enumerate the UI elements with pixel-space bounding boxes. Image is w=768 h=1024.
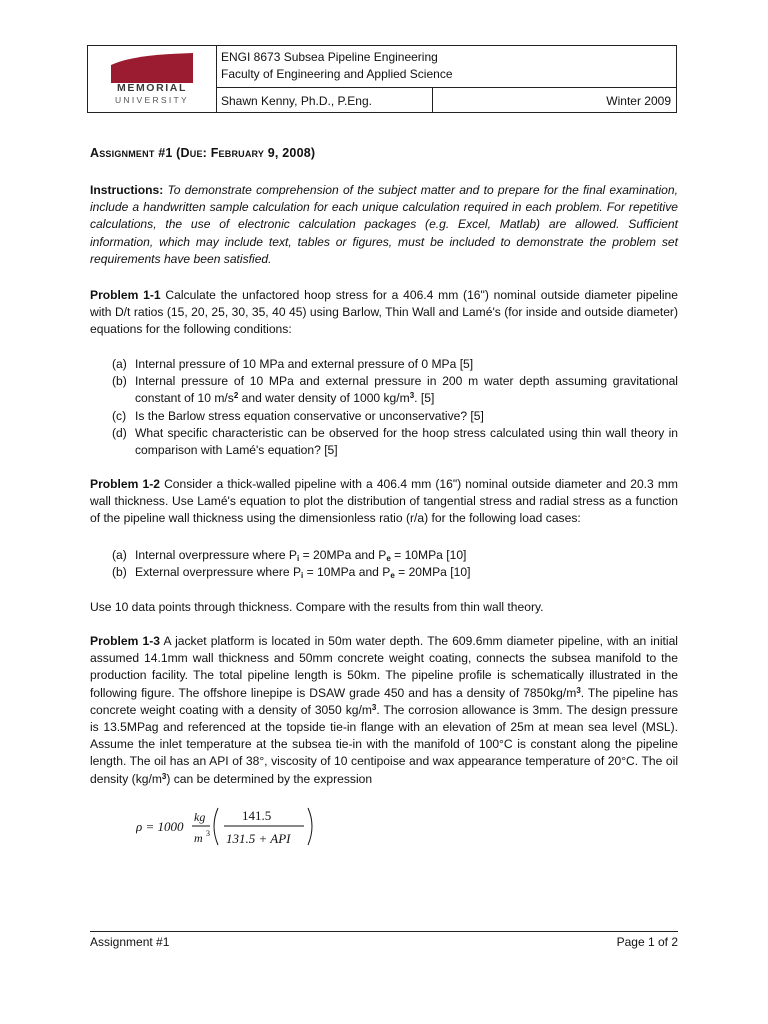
list-item [112, 425, 678, 459]
list-item [112, 564, 678, 581]
problem-1-2-label: Problem 1-2 [90, 477, 160, 491]
header-table [87, 45, 677, 113]
list-marker: (d) [112, 425, 127, 440]
instructions-paragraph [90, 182, 678, 268]
instructions-text: To demonstrate comprehension of the subject matter and to prepare for the final examination, include a handwritten sample calculation for each unique calculation required in each problem. For repetitive calculations, the use of electronic calculation packages (e.g. Excel, Matlab) are allowed. Sufficient information, which may include text, tables or figures, must be included to demonstrate the problem set requirements have been satisfied. [90, 183, 678, 266]
problem-1-2-list [112, 547, 678, 581]
problem-1-3-paragraph [90, 633, 678, 788]
university-logo [88, 46, 217, 112]
equation-numerator: 141.5 [242, 808, 272, 823]
list-marker: (c) [112, 408, 127, 423]
problem-1-1-paragraph [90, 287, 678, 339]
equation-unit-denominator: m [194, 831, 203, 845]
logo-text-memorial: MEMORIAL [117, 82, 187, 94]
list-marker: (a) [112, 548, 127, 562]
list-item-text: Is the Barlow stress equation conservative or unconservative? [5] [135, 408, 484, 423]
list-item [112, 373, 678, 407]
list-item-text: External overpressure where $P_i = 10MPa$ and $P_e = 20MPa$ [10] [135, 565, 471, 581]
logo-banner-icon [111, 53, 193, 83]
header-row-2 [216, 87, 676, 113]
list-item-text: Internal overpressure where $P_i = 20MPa$ and $P_e = 10MPa$ [10] [135, 548, 467, 563]
list-item [112, 408, 678, 425]
equation-denominator: 131.5 + API [226, 831, 291, 846]
list-item-text: Internal pressure of 10 MPa and external pressure of 0 MPa [5] [135, 357, 474, 371]
equation-unit-numerator: kg [194, 810, 206, 824]
problem-1-1-list [112, 356, 678, 459]
problem-1-3-label: Problem 1-3 [90, 634, 161, 648]
list-marker: (b) [112, 374, 127, 389]
oil-density-equation [136, 800, 336, 855]
list-marker: (b) [112, 565, 127, 580]
list-item-text: Internal pressure of 10 MPa and external pressure in 200 m water depth assuming gravitational constant of 10 $m/s^2$ and water density of 1000 $kg/m^3$. [5] [135, 374, 678, 406]
problem-1-2-paragraph [90, 476, 678, 528]
course-title: ENGI 8673 Subsea Pipeline Engineering [221, 50, 438, 64]
assignment-title: Assignment #1 (Due: February 9, 2008) [90, 146, 316, 160]
author-name: Shawn Kenny, Ph.D., P.Eng. [221, 94, 372, 108]
problem-1-1-text: Calculate the unfactored hoop stress for a 406.4 mm (16") nominal outside diameter pipeline with D/t ratios (15, 20, 25, 30, 35, 40 45) using Barlow, Thin Wall and Lamé's (for inside and outside diameter) equations for the following conditions: [90, 288, 678, 337]
list-marker: (a) [112, 357, 127, 371]
logo-text-university: UNIVERSITY [114, 95, 189, 105]
footer-assignment: Assignment #1 [90, 935, 170, 949]
faculty-name: Faculty of Engineering and Applied Science [221, 67, 453, 81]
list-item [112, 356, 678, 373]
equation-unit-exponent: 3 [206, 829, 210, 838]
problem-1-2-text: Consider a thick-walled pipeline with a 406.4 mm (16") nominal outside diameter and 20.3 mm wall thickness. Use Lamé's equation to plot the distribution of tangential stress and radial stress as a function of the pipeline wall thickness using the dimensionless ratio (r/a) for the following load cases: [90, 477, 678, 526]
problem-1-1-label: Problem 1-1 [90, 288, 161, 302]
term-label: Winter 2009 [606, 94, 671, 108]
equation-lhs: ρ = 1000 [136, 819, 184, 834]
problem-1-3-text: A jacket platform is located in 50m water depth. The 609.6mm diameter pipeline, with an initial assumed 14.1mm wall thickness and 50mm concrete weight coating, connects the subsea manifold to the production facility. The total pipeline length is 50km. The pipeline profile is schematically illustrated in the following figure. The offshore linepipe is DSAW grade 450 and has a density of $7850kg/m^3$. The pipeline has concrete weight coating with a density of 3050 $kg/m^3$. The corrosion allowance is 3mm. The design pressure is 13.5MPag and referenced at the topside tie-in flange with an elevation of 25m at mean sea level (MSL). Assume the inlet temperature at the subsea tie-in with the manifold of 100°C is constant along the pipeline length. The oil has an API of 38°, viscosity of 10 centipoise and wax appearance temperature of 20°C. The oil density $(kg/m^3)$ can be determined by the expression [90, 634, 678, 786]
list-item-text: What specific characteristic can be observed for the hoop stress calculated using thin wall theory in comparison with Lamé's equation? [5] [135, 425, 678, 458]
footer-page-number: Page 1 of 2 [616, 935, 678, 949]
footer-rule [90, 931, 678, 932]
problem-1-2-note: Use 10 data points through thickness. Compare with the results from thin wall theory. [90, 600, 544, 614]
header-divider [432, 88, 433, 113]
list-item [112, 547, 678, 564]
instructions-label: Instructions: [90, 183, 164, 197]
